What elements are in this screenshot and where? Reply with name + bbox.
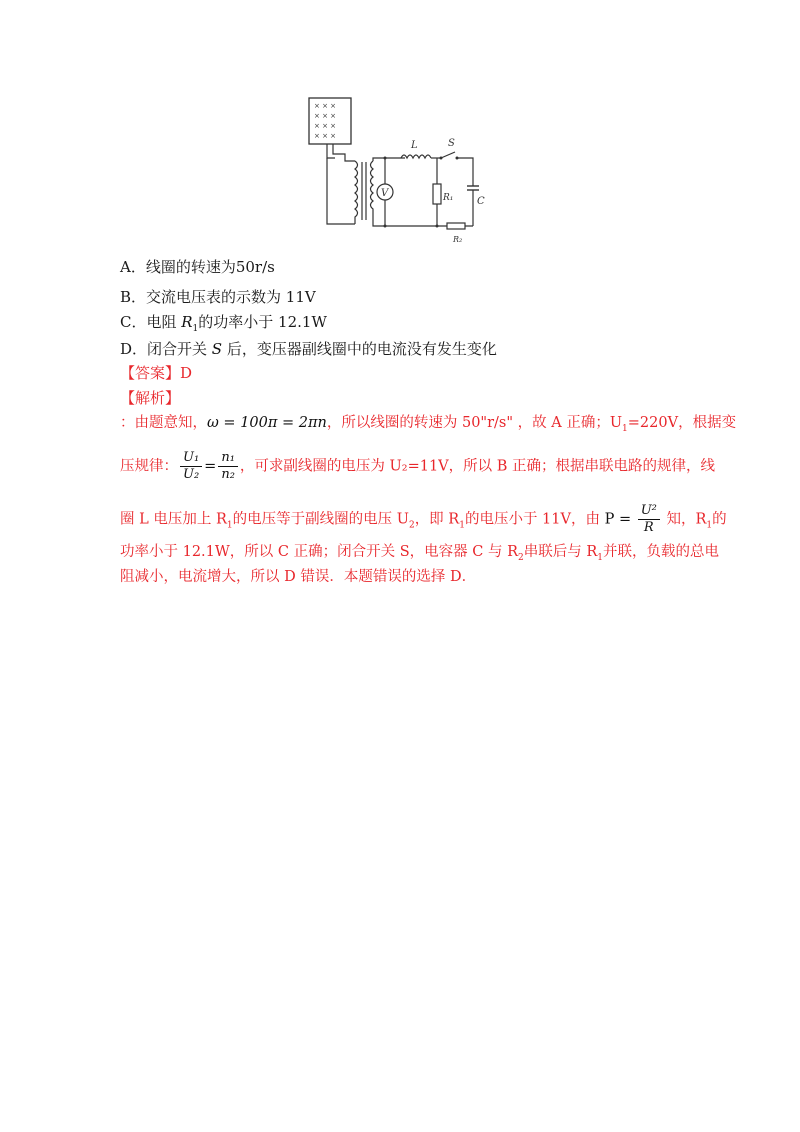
option-c-prefix: C．电阻 [120, 313, 182, 331]
option-d [120, 339, 497, 359]
r1-label: R₁ [443, 193, 454, 203]
l4-sub1: 2 [518, 552, 524, 563]
l3-mid3: 的电压小于 11V，由 [464, 511, 605, 528]
inductor [401, 155, 431, 158]
voltage-ratio-fraction [180, 450, 202, 483]
turns-ratio-fraction [218, 450, 238, 483]
analysis-line-2 [120, 450, 715, 483]
frac1-numerator: U₁ [180, 450, 202, 467]
analysis-line-3 [120, 503, 727, 536]
answer-line [120, 363, 192, 383]
l2-prefix: 压规律： [120, 458, 178, 475]
svg-text:× × ×: × × × [314, 102, 337, 110]
power-fraction [638, 503, 660, 536]
option-c-subscript: 1 [192, 324, 199, 334]
l1-prefix: ：由题意知， [120, 415, 207, 431]
l1-text: ，所以线圈的转速为 50"r/s" ，故 A 正确；U [326, 415, 623, 431]
capacitor-label: C [477, 196, 485, 207]
l3-end: 的 [712, 511, 727, 528]
voltmeter-label: V [381, 188, 389, 199]
transformer [355, 161, 373, 224]
resistor-r2 [447, 223, 465, 229]
l1-end: =220V，根据变 [627, 415, 737, 431]
frac3-denominator: R [643, 520, 654, 535]
inductor-label: L [411, 140, 418, 151]
l4-sub2: 1 [597, 552, 603, 563]
l3-sub1: 1 [226, 520, 233, 531]
l3-sub2: 2 [408, 520, 415, 531]
analysis-line-5: 阻减小，电流增大，所以 D 错误．本题错误的选择 D． [120, 569, 477, 585]
l3-post: 知，R [661, 511, 707, 528]
l3-sub3: 1 [459, 520, 465, 531]
option-c [120, 312, 327, 339]
l3-sub4: 1 [706, 520, 713, 531]
r2-label: R₂ [453, 235, 463, 244]
option-d-symbol: S [211, 340, 223, 358]
power-symbol: P = [604, 511, 636, 528]
l4-mid: 串联后与 R [523, 544, 598, 560]
coil-leads [327, 144, 339, 158]
switch-label: S [448, 138, 455, 149]
resistor-r1 [433, 184, 441, 204]
l3-mid2: ，即 R [414, 511, 460, 528]
option-d-prefix: D．闭合开关 [120, 340, 212, 358]
frac3-numerator: U² [638, 503, 660, 520]
svg-text:× × ×: × × × [314, 132, 337, 140]
option-c-text: 的功率小于 12.1W [198, 313, 327, 331]
analysis-line-4 [120, 542, 719, 568]
equals-sign: = [204, 458, 217, 475]
frac1-denominator: U₂ [183, 467, 200, 482]
frac2-numerator: n₁ [218, 450, 238, 467]
omega-formula: ω = 100π = 2πn [207, 415, 327, 431]
l3-mid: 的电压等于副线圈的电压 U [232, 511, 409, 528]
answer-label: 【答案】 [120, 364, 181, 382]
circuit-diagram [305, 96, 505, 246]
l4-post: 并联，负载的总电 [603, 544, 719, 560]
svg-text:× × ×: × × × [314, 122, 337, 130]
answer-value: D [180, 364, 193, 382]
option-a: A．线圈的转速为50r/s [120, 258, 275, 276]
switch [441, 152, 455, 158]
l4-prefix: 功率小于 12.1W，所以 C 正确；闭合开关 S，电容器 C 与 R [120, 544, 518, 560]
option-d-text: 后，变压器副线圈中的电流没有发生变化 [222, 340, 497, 358]
l3-prefix: 圈 L 电压加上 R [120, 511, 227, 528]
l2-text: ，可求副线圈的电压为 U₂=11V，所以 B 正确；根据串联电路的规律，线 [239, 458, 716, 475]
frac2-denominator: n₂ [221, 467, 235, 482]
analysis-line-1 [120, 413, 736, 439]
l1-subscript: 1 [622, 423, 628, 434]
svg-text:× × ×: × × × [314, 112, 337, 120]
field-cross-marks [314, 102, 336, 140]
option-c-symbol: R [181, 313, 193, 331]
analysis-label: 【解析】 [120, 389, 181, 407]
option-b: B．交流电压表的示数为 11V [120, 288, 316, 306]
